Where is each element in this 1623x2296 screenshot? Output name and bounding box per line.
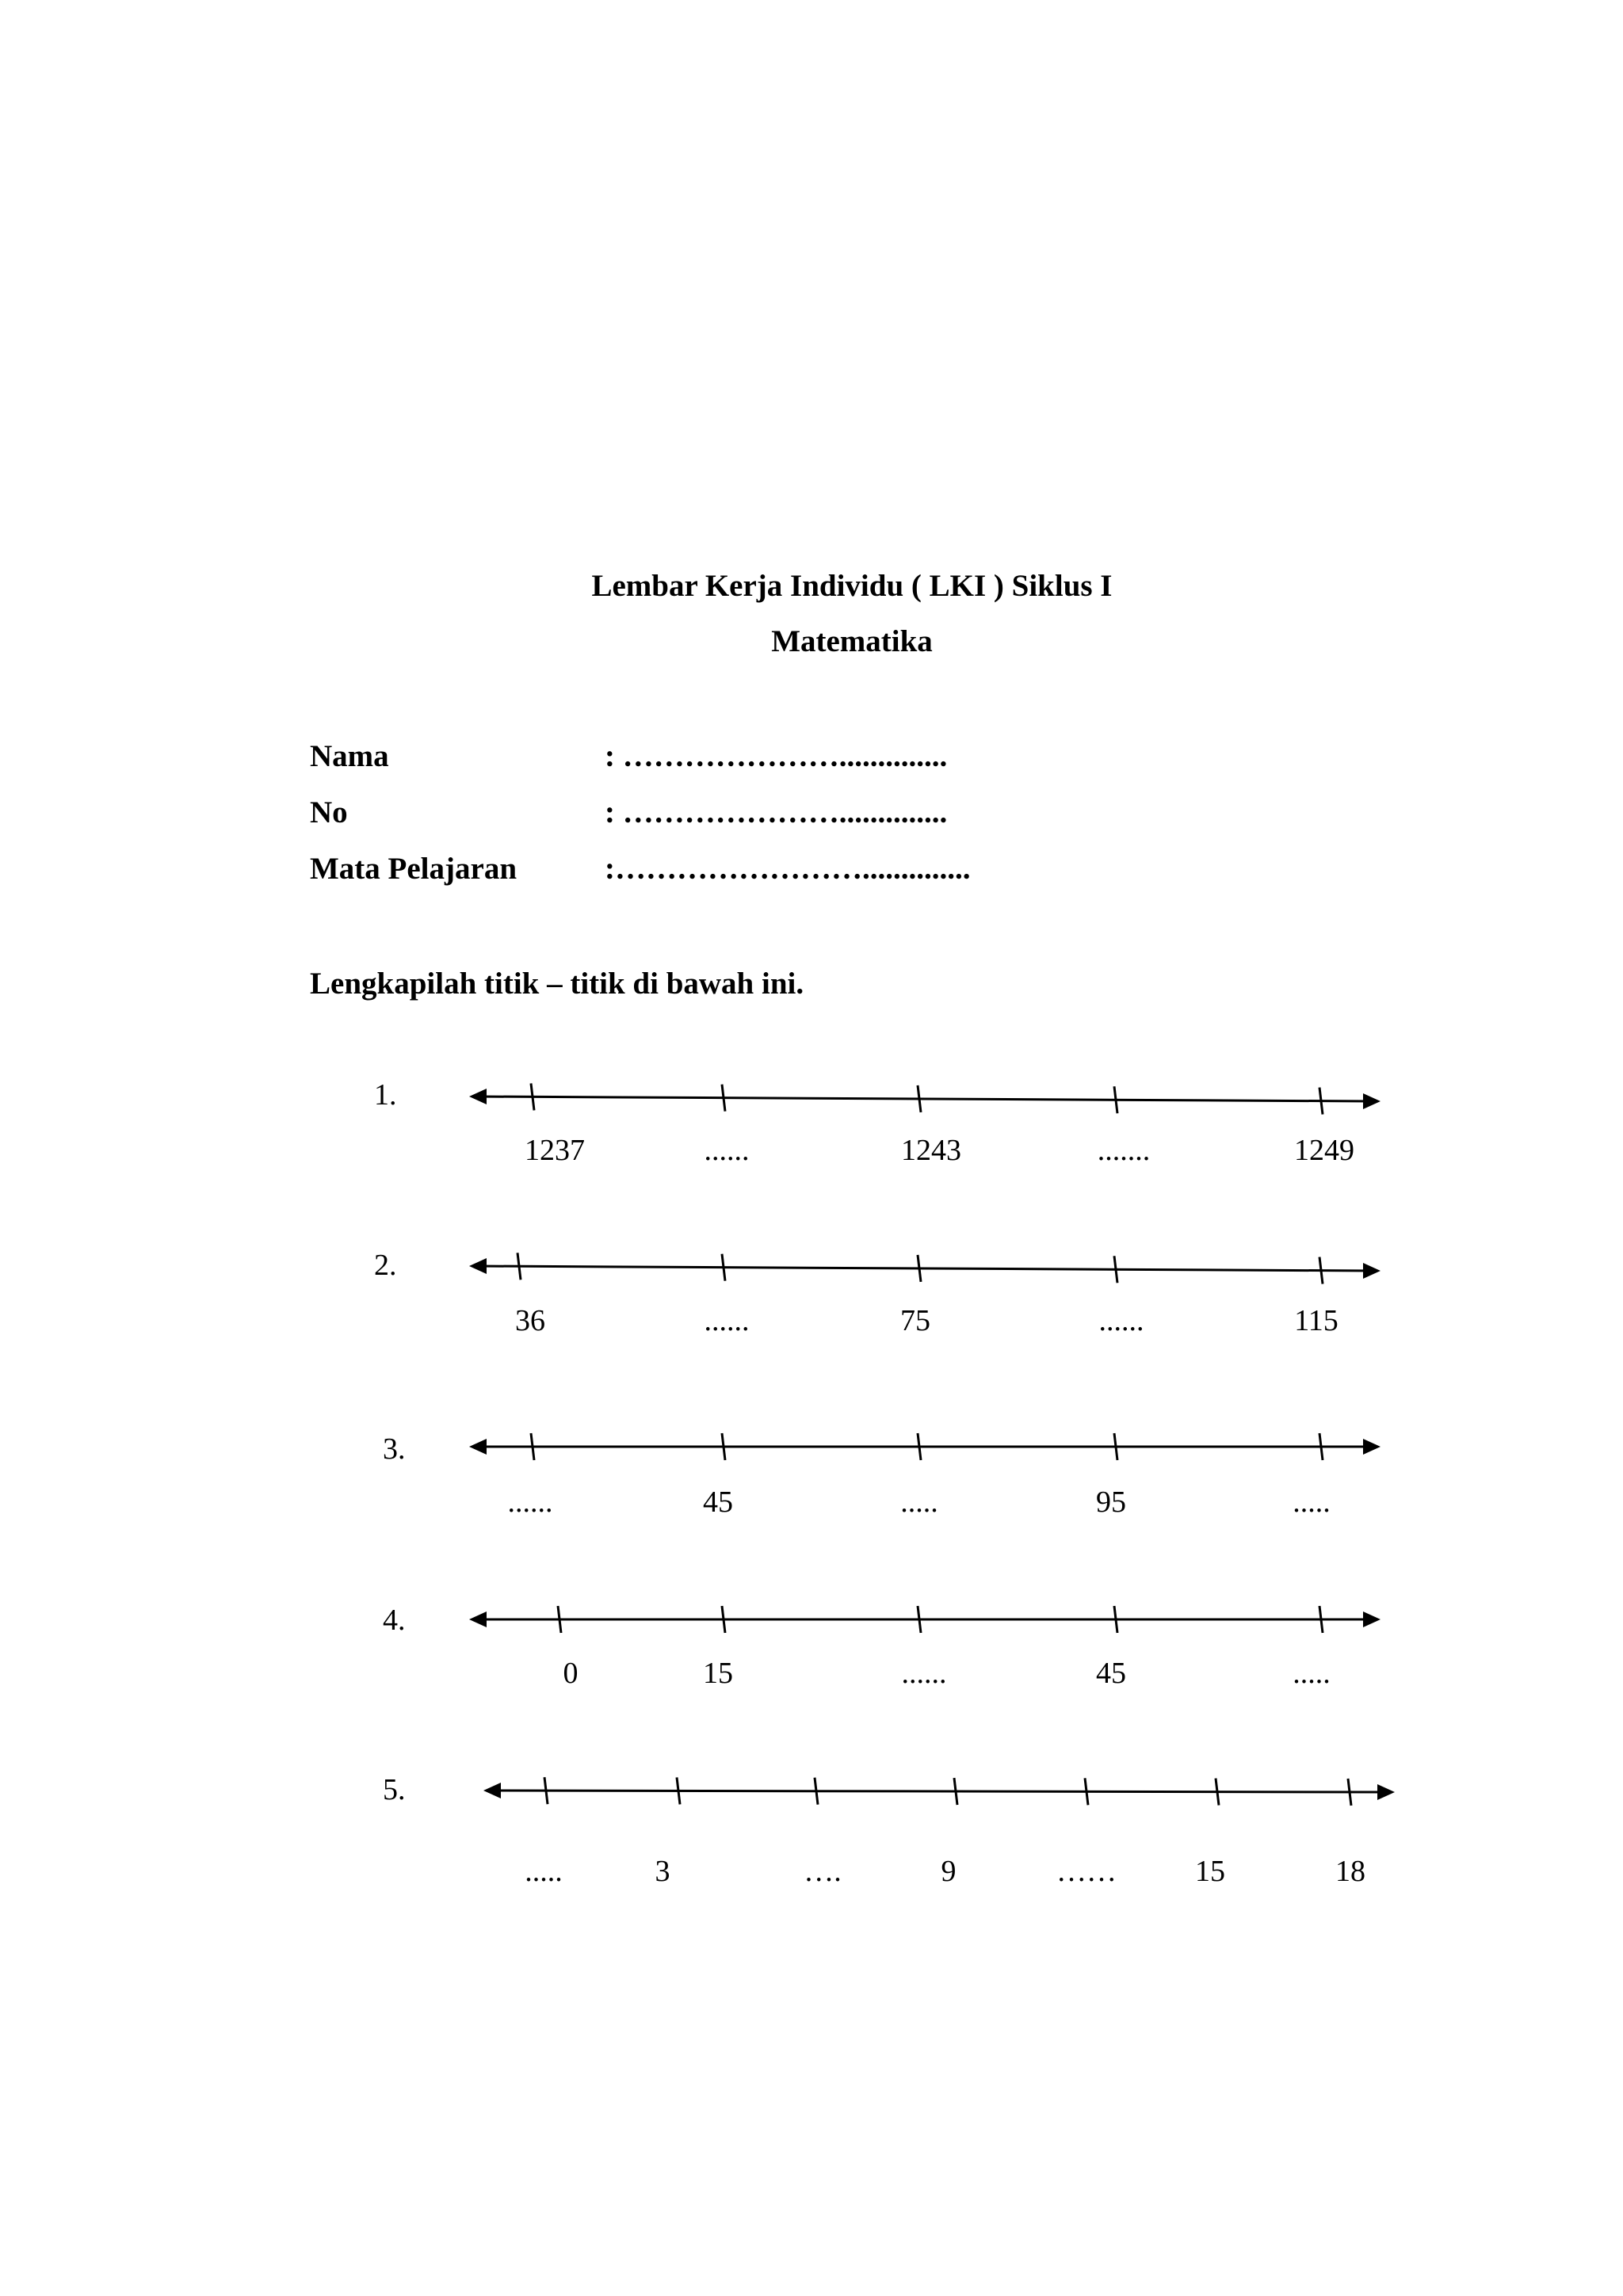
number-line-3 bbox=[469, 1433, 1381, 1460]
number-line-axis bbox=[490, 1791, 1388, 1792]
tick-label: 9 bbox=[941, 1855, 957, 1888]
tick-label: ....... bbox=[1097, 1134, 1151, 1167]
tick-mark bbox=[918, 1255, 921, 1282]
field-no-value: : ………………….............. bbox=[605, 795, 948, 830]
tick-label: ..... bbox=[1293, 1657, 1331, 1690]
tick-label: ...... bbox=[704, 1134, 750, 1167]
tick-label: 3 bbox=[655, 1855, 670, 1888]
tick-mark bbox=[1319, 1606, 1323, 1633]
tick-mark bbox=[954, 1778, 957, 1805]
field-nama-label: Nama bbox=[310, 739, 389, 773]
tick-mark bbox=[1319, 1433, 1323, 1460]
tick-label: 36 bbox=[515, 1304, 545, 1337]
tick-label: ...... bbox=[704, 1304, 750, 1337]
tick-mark bbox=[918, 1433, 921, 1460]
tick-label: 75 bbox=[900, 1304, 930, 1337]
tick-label: 18 bbox=[1335, 1855, 1365, 1888]
number-line-1 bbox=[469, 1083, 1381, 1114]
arrow-left-icon bbox=[483, 1783, 501, 1798]
worksheet-subject: Matematika bbox=[771, 624, 933, 658]
tick-label: ...... bbox=[507, 1486, 553, 1519]
tick-label: 115 bbox=[1294, 1304, 1338, 1337]
tick-mark bbox=[815, 1778, 818, 1805]
field-mata-pelajaran-value: :…………………….............. bbox=[605, 852, 971, 886]
tick-mark bbox=[544, 1777, 548, 1804]
tick-mark bbox=[531, 1083, 534, 1110]
tick-label: 15 bbox=[703, 1657, 733, 1690]
tick-label: 45 bbox=[703, 1486, 733, 1519]
question-number: 2. bbox=[374, 1249, 397, 1282]
tick-mark bbox=[722, 1254, 725, 1281]
tick-mark bbox=[1114, 1086, 1117, 1113]
number-line-2 bbox=[469, 1253, 1381, 1283]
tick-mark bbox=[531, 1433, 534, 1460]
arrow-right-icon bbox=[1363, 1093, 1381, 1109]
tick-label: …. bbox=[804, 1855, 842, 1888]
field-no-label: No bbox=[310, 795, 348, 830]
tick-label: 95 bbox=[1096, 1486, 1126, 1519]
number-line-axis bbox=[475, 1266, 1374, 1271]
question-number: 1. bbox=[374, 1078, 397, 1112]
tick-mark bbox=[1085, 1778, 1088, 1805]
tick-label: …… bbox=[1056, 1855, 1117, 1888]
number-line-5 bbox=[483, 1777, 1395, 1806]
arrow-left-icon bbox=[469, 1611, 487, 1627]
tick-label: 1237 bbox=[525, 1134, 585, 1167]
question-number: 5. bbox=[383, 1773, 406, 1806]
instruction-text: Lengkapilah titik – titik di bawah ini. bbox=[310, 967, 804, 1001]
tick-label: 15 bbox=[1195, 1855, 1225, 1888]
tick-label: 1249 bbox=[1294, 1134, 1354, 1167]
tick-mark bbox=[1216, 1779, 1219, 1806]
number-line-4 bbox=[469, 1606, 1381, 1633]
tick-mark bbox=[1348, 1779, 1351, 1806]
arrow-left-icon bbox=[469, 1089, 487, 1104]
tick-mark bbox=[1319, 1257, 1323, 1284]
tick-label: ..... bbox=[1293, 1486, 1331, 1519]
tick-label: 0 bbox=[563, 1657, 579, 1690]
tick-label: 45 bbox=[1096, 1657, 1126, 1690]
tick-mark bbox=[722, 1606, 725, 1633]
tick-mark bbox=[1319, 1088, 1323, 1115]
arrow-right-icon bbox=[1363, 1439, 1381, 1455]
tick-label: ..... bbox=[525, 1855, 563, 1888]
tick-label: ...... bbox=[901, 1657, 947, 1690]
tick-mark bbox=[677, 1777, 680, 1804]
field-mata-pelajaran-label: Mata Pelajaran bbox=[310, 852, 517, 886]
tick-mark bbox=[918, 1085, 921, 1112]
field-nama-value: : ………………….............. bbox=[605, 739, 948, 773]
tick-mark bbox=[918, 1606, 921, 1633]
tick-label: ..... bbox=[900, 1486, 938, 1519]
arrow-left-icon bbox=[469, 1258, 487, 1274]
tick-mark bbox=[1114, 1256, 1117, 1283]
tick-label: ...... bbox=[1098, 1304, 1144, 1337]
tick-mark bbox=[558, 1606, 561, 1633]
tick-label: 1243 bbox=[901, 1134, 961, 1167]
arrow-right-icon bbox=[1363, 1611, 1381, 1627]
question-number: 4. bbox=[383, 1604, 406, 1637]
arrow-right-icon bbox=[1363, 1263, 1381, 1279]
tick-mark bbox=[722, 1085, 725, 1112]
tick-mark bbox=[722, 1433, 725, 1460]
worksheet-title: Lembar Kerja Individu ( LKI ) Siklus I bbox=[591, 569, 1113, 603]
arrow-left-icon bbox=[469, 1439, 487, 1455]
tick-mark bbox=[1114, 1433, 1117, 1460]
arrow-right-icon bbox=[1377, 1784, 1395, 1800]
number-line-axis bbox=[475, 1097, 1374, 1101]
tick-mark bbox=[517, 1253, 521, 1280]
tick-mark bbox=[1114, 1606, 1117, 1633]
question-number: 3. bbox=[383, 1432, 406, 1466]
